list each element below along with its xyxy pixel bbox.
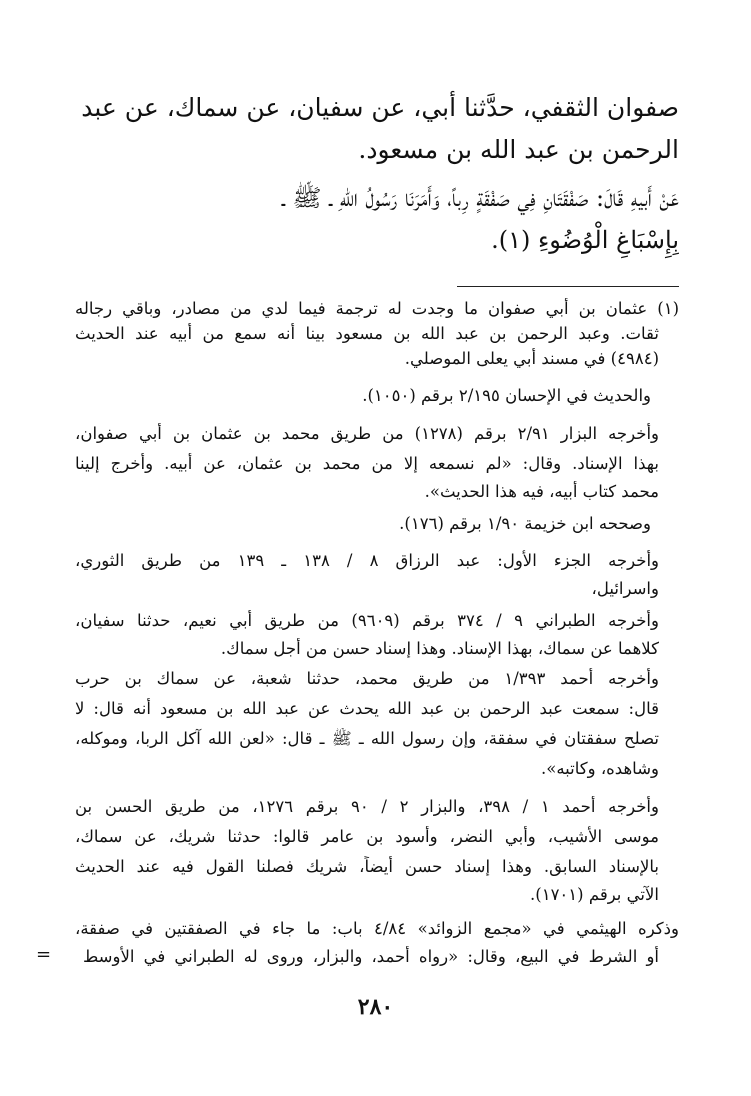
hadith-text-line-1: عَنْ أَبيهِ قَالَ: صَفْقَتَانِ فِي صَفْقَةٍ رِباً، وَأَمَرَنَا رَسُولُ اللهِ ـ ﷺ ـ — [281, 184, 679, 212]
continuation-mark: = — [36, 944, 52, 965]
footnote-line: ثقات. وعبد الرحمن بن عبد الله بن مسعود بينا أنه سمع من أبيه عند الحديث — [75, 324, 659, 343]
footnote-line: وشاهده، وكاتبه». — [540, 759, 659, 778]
footnote-line: كلاهما عن سماك، بهذا الإسناد. وهذا إسناد حسن من أجل سماك. — [220, 639, 659, 658]
footnote-line: وأخرجه البزار ٢/٩١ برقم (١٢٧٨) من طريق محمد بن عثمان بن أبي صفوان، — [75, 424, 659, 443]
main-text-line-2: الرحمن بن عبد الله بن مسعود. — [358, 135, 679, 164]
footnote-line: وذكره الهيثمي في «مجمع الزوائد» ٤/٨٤ باب: ما جاء في الصفقتين في صفقة، — [75, 919, 679, 938]
footnote-line: وأخرجه الجزء الأول: عبد الرزاق ٨ / ١٣٨ ـ ١٣٩ من طريق الثوري، — [75, 551, 659, 570]
footnote-line: وأخرجه أحمد ١/٣٩٣ من طريق محمد، حدثنا شعبة، عن سماك بن حرب — [75, 669, 659, 688]
footnote-line: وصححه ابن خزيمة ١/٩٠ برقم (١٧٦). — [399, 514, 651, 533]
footnote-line: (١) عثمان بن أبي صفوان ما وجدت له ترجمة فيما لدي من مصادر، وباقي رجاله — [75, 299, 679, 318]
footnote-line: موسى الأشيب، وأبي النضر، وأسود بن عامر قالوا: حدثنا شريك، عن سماك، — [75, 827, 659, 846]
main-text-line-1: صفوان الثقفي، حدَّثنا أبي، عن سفيان، عن سماك، عن عبد — [81, 93, 679, 122]
footnote-line: وأخرجه أحمد ١ / ٣٩٨، والبزار ٢ / ٩٠ برقم ١٢٧٦، من طريق الحسن بن — [75, 797, 659, 816]
footnote-line: أو الشرط في البيع، وقال: «رواه أحمد، والبزار، وروى له الطبراني في الأوسط — [83, 947, 659, 966]
footnote-line: بهذا الإسناد. وقال: «لم نسمعه إلا من محمد بن عثمان، عن أبيه. وأخرج إلينا — [75, 454, 659, 473]
footnote-line: واسرائيل، — [591, 579, 659, 598]
footnote-line: محمد كتاب أبيه، فيه هذا الحديث». — [424, 482, 659, 501]
footnote-line: تصلح سفقتان في سفقة، وإن رسول الله ـ ﷺ ـ قال: «لعن الله آكل الربا، وموكله، — [75, 729, 659, 748]
footnote-line: قال: سمعت عبد الرحمن بن عبد الله يحدث عن عبد الله بن مسعود أنه قال: لا — [75, 699, 659, 718]
footnote-line: بالإسناد السابق. وهذا إسناد حسن أيضاً، شريك فصلنا القول فيه عند الحديث — [75, 857, 659, 876]
footnote-line: وأخرجه الطبراني ٩ / ٣٧٤ برقم (٩٦٠٩) من طريق أبي نعيم، حدثنا سفيان، — [75, 611, 659, 630]
footnote-separator — [457, 286, 679, 287]
footnote-line: والحديث في الإحسان ٢/١٩٥ برقم (١٠٥٠). — [362, 386, 651, 405]
footnote-line: الآتي برقم (١٧٠١). — [530, 885, 659, 904]
hadith-text-line-2: بِإِسْبَاغِ الْوُضُوءِ (١). — [491, 226, 679, 254]
footnote-line: (٤٩٨٤) في مسند أبي يعلى الموصلي. — [404, 349, 659, 368]
page-number: ٢٨٠ — [357, 994, 394, 1020]
